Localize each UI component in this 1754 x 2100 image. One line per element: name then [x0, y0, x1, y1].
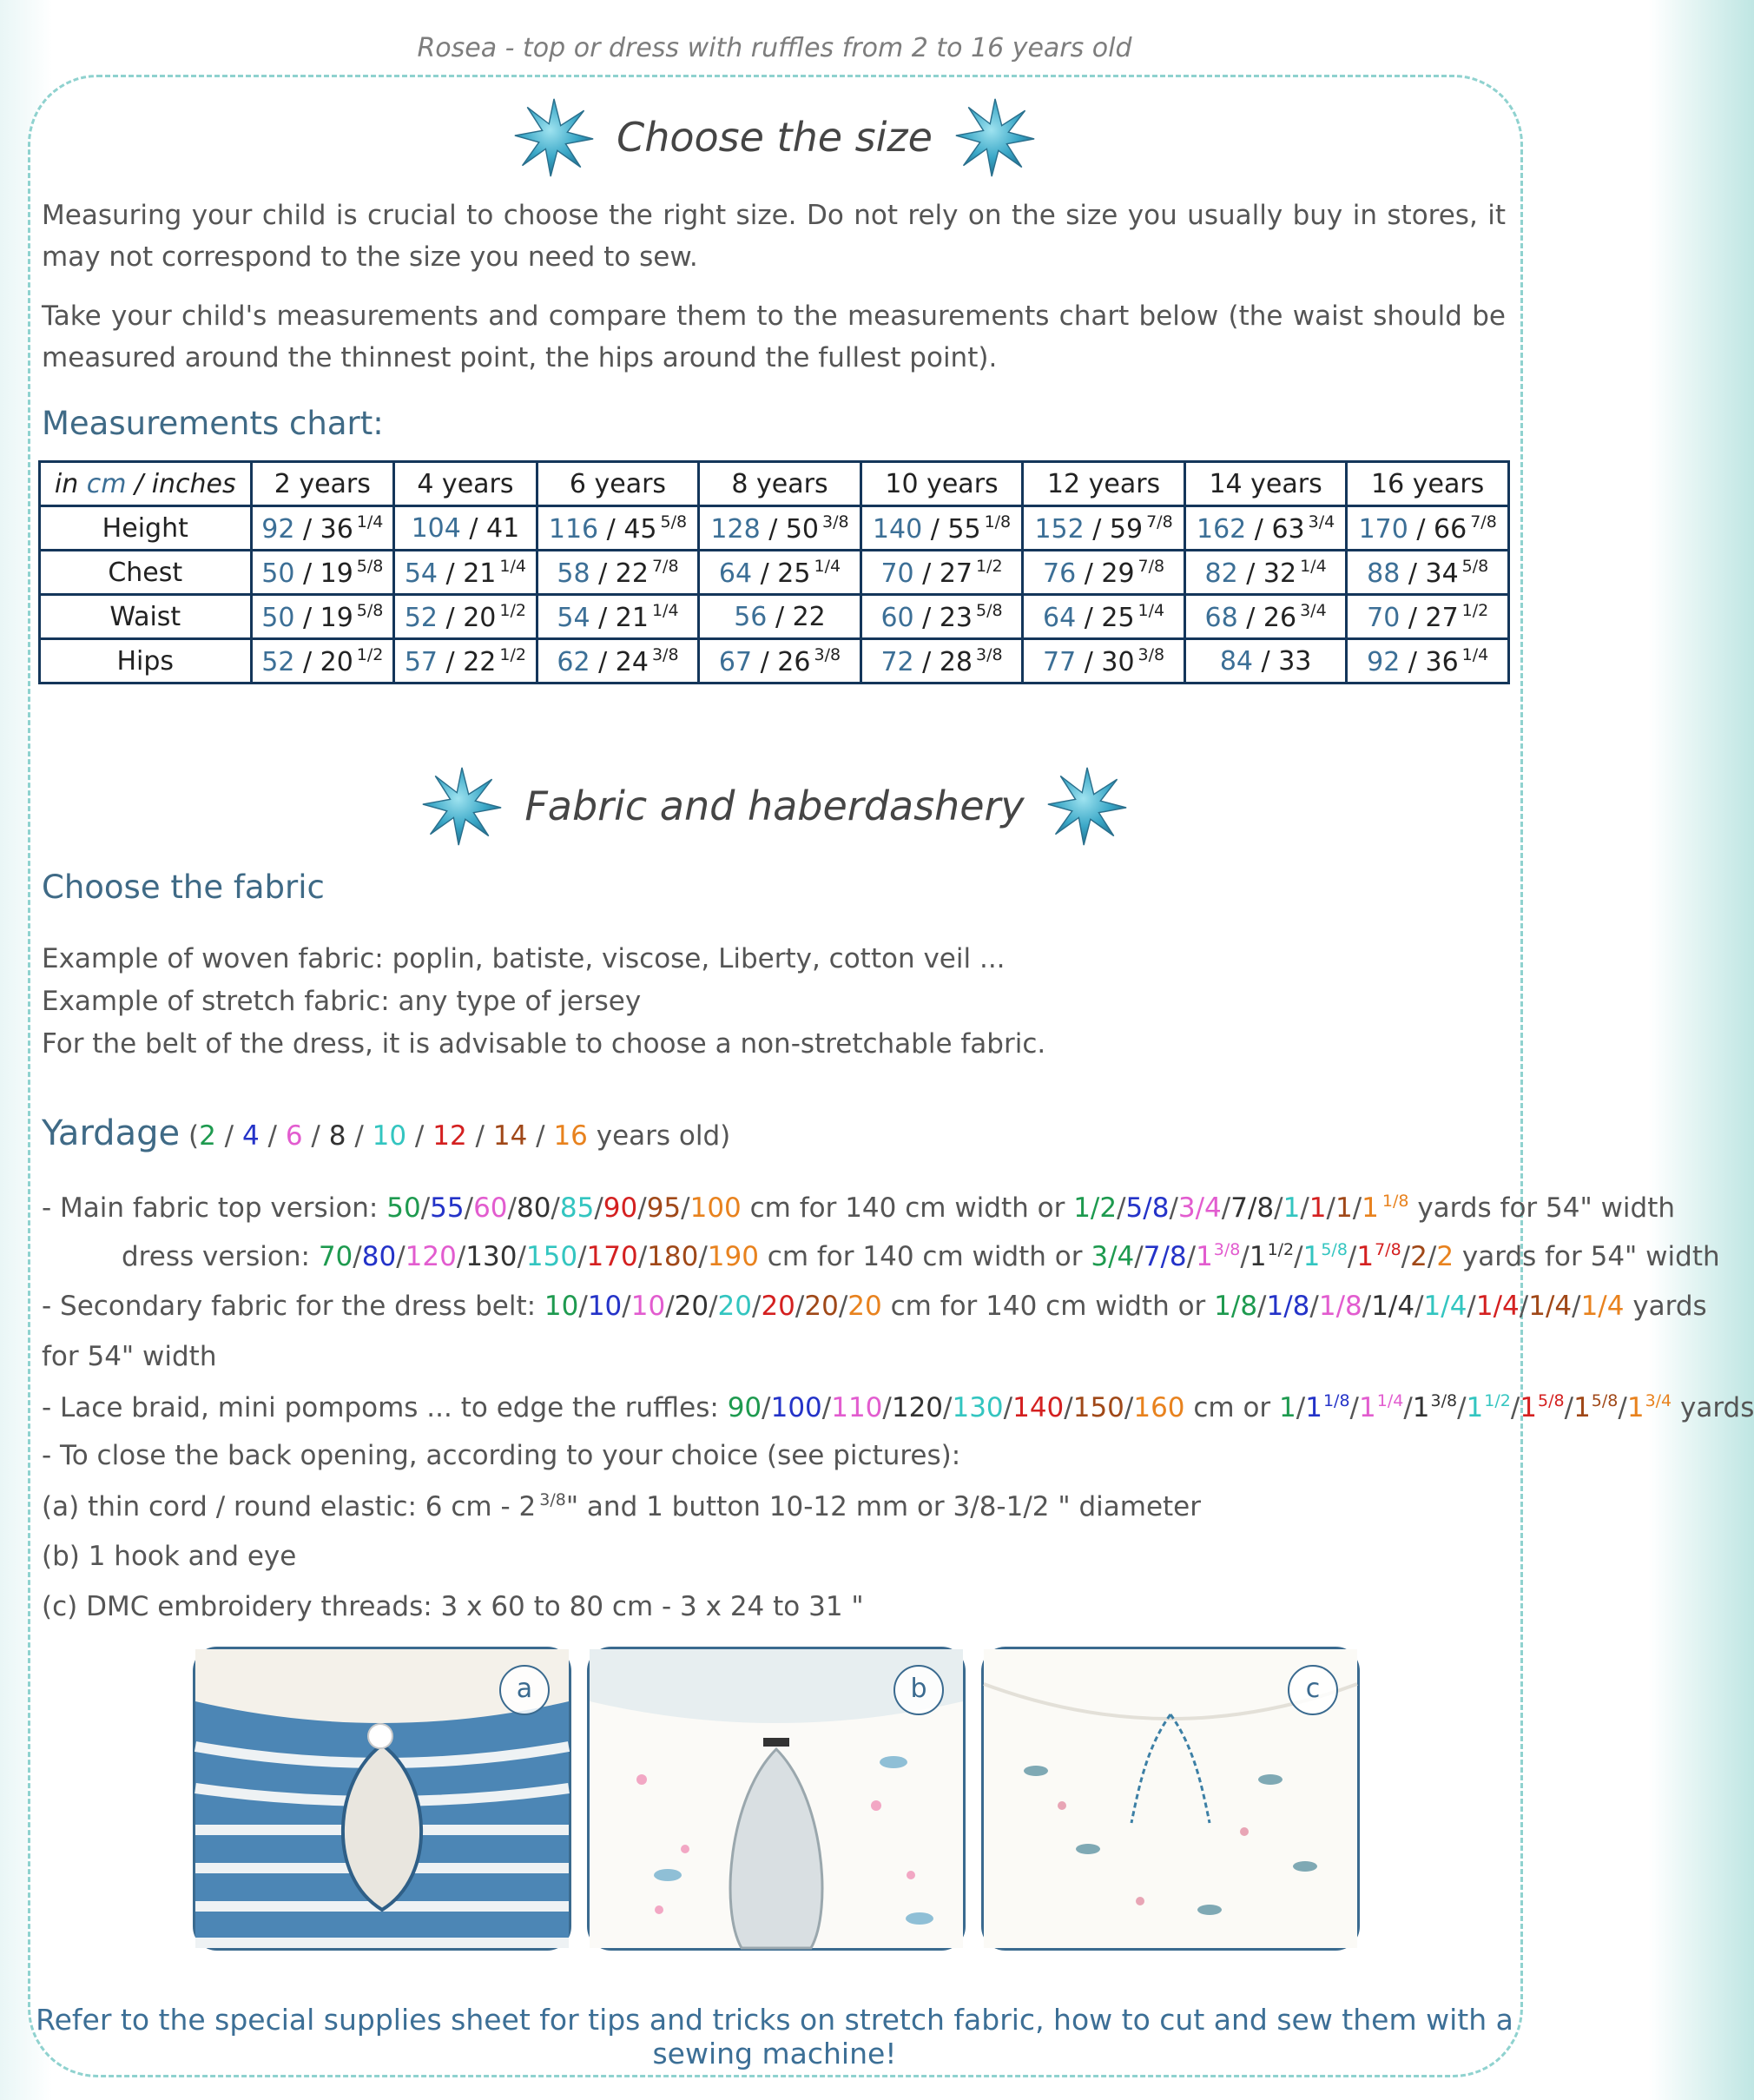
value-cm: 54 — [404, 558, 438, 589]
main_top-prefix: - Main fabric top version: — [42, 1192, 379, 1224]
value-inches-fraction: 7/8 — [1146, 512, 1173, 532]
dress-yard-value — [1436, 1241, 1454, 1272]
value-inches: 27 — [939, 558, 973, 589]
yardage-suffix: years old) — [596, 1120, 731, 1152]
size-header: 12 years — [1023, 462, 1185, 506]
yardage-line — [42, 1113, 730, 1153]
lace-yard-value — [1305, 1392, 1349, 1423]
value-inches-fraction: 5/8 — [976, 600, 1003, 620]
value-cm: 54 — [557, 602, 590, 633]
belt-fabric-line: - Secondary fabric for the dress belt: 10/10/10/20/20/20/20/20 cm for 140 cm width or 1/8/1/8/1/8/1/4/1/4/1/4/1/4/1/4 yards — [42, 1291, 1707, 1322]
option-a-fraction: 3/8 — [539, 1490, 566, 1509]
measurement-cell: 50 / 19 $^{5/8}$ — [251, 551, 394, 595]
dress-yard-fraction: 5/8 — [1321, 1240, 1348, 1259]
value-inches: 25 — [1101, 602, 1135, 633]
value-inches: 29 — [1101, 558, 1135, 589]
main_top-yard-value: 1 — [1362, 1192, 1379, 1224]
table-row — [40, 506, 1509, 551]
main_top-cm-value: 50 — [386, 1192, 421, 1224]
document-header: Rosea - top or dress with ruffles from 2 to 16 years old — [417, 33, 1132, 63]
value-inches-fraction: 3/8 — [822, 512, 849, 532]
unit-cm: cm — [86, 468, 127, 499]
value-cm: 58 — [557, 558, 590, 589]
size-header: 2 years — [251, 462, 394, 506]
dress-yard-fraction: 1/2 — [1267, 1240, 1295, 1259]
measurement-cell: 162 / 63 $^{3/4}$ — [1184, 506, 1347, 551]
option-a-line — [42, 1490, 1201, 1522]
value-inches-fraction: 3/8 — [651, 644, 679, 664]
measurement-cell: 152 / 59 $^{7/8}$ — [1023, 506, 1185, 551]
lace-cm-value: 130 — [952, 1392, 1004, 1423]
chart-heading: Measurements chart: — [42, 405, 384, 442]
intro-paragraph-2: Take your child's measurements and compare them to the measurements chart below (the waist should be measured around the thinnest point, the hips around the fullest point). — [42, 300, 1506, 373]
value-cm: 82 — [1204, 558, 1238, 589]
main_top-yard-value: 5/8 — [1125, 1192, 1170, 1224]
value-cm: 92 — [1367, 646, 1401, 677]
value-cm: 70 — [880, 558, 914, 589]
measurement-cell: 88 / 34 $^{5/8}$ — [1347, 551, 1509, 595]
value-cm: 72 — [880, 646, 914, 677]
size-header: 16 years — [1347, 462, 1509, 506]
value-inches-fraction: 1/2 — [1461, 600, 1489, 620]
measurement-cell: 70 / 27 $^{1/2}$ — [861, 551, 1023, 595]
main_top-cm-value: 80 — [516, 1192, 551, 1224]
belt-cm-value: 20 — [674, 1291, 709, 1322]
value-inches: 63 — [1271, 513, 1305, 545]
value-cm: 92 — [261, 513, 295, 545]
dress-fabric-line: dress version: 70/80/120/130/150/170/180/190 cm for 140 cm width or $3/4/7/8/1^{3/8}/1^{1/2}/1^{5/8}/1^{7/8}/2/2$ yards for 54" width — [122, 1240, 1720, 1272]
value-inches-fraction: 1/2 — [499, 644, 526, 664]
dress-yard-value — [1356, 1241, 1401, 1272]
value-inches: 30 — [1101, 646, 1135, 677]
yardage-age: 6 — [285, 1120, 303, 1152]
unit-in: in — [54, 468, 79, 499]
dress-cm-value: 80 — [361, 1241, 397, 1272]
main_top-cm-value: 85 — [559, 1192, 595, 1224]
dress-yard-whole: 1 — [1356, 1241, 1375, 1272]
photo-b-hook-closure — [587, 1647, 966, 1951]
value-inches-fraction: 1/8 — [984, 512, 1012, 532]
measurement-cell: 92 / 36 $^{1/4}$ — [1347, 639, 1509, 683]
belt-wrap-line: for 54" width — [42, 1341, 217, 1372]
lace-yard-whole: 1 — [1573, 1392, 1591, 1423]
belt-yard-value: 1/8 — [1214, 1291, 1258, 1322]
lace-yard-whole: 1 — [1305, 1392, 1322, 1423]
value-inches: 20 — [463, 602, 497, 633]
belt-cm-value: 20 — [717, 1291, 752, 1322]
measurement-cell: 77 / 30 $^{3/8}$ — [1023, 639, 1185, 683]
value-cm: 52 — [404, 602, 438, 633]
dress-yard-whole: 1 — [1196, 1241, 1213, 1272]
section-title-fabric — [0, 764, 1549, 848]
lace-cm-value: 120 — [891, 1392, 944, 1423]
size-header: 4 years — [394, 462, 537, 506]
lace-yard-value — [1520, 1392, 1564, 1423]
option-a-text-end: " and 1 button 10-12 mm or 3/8-1/2 " diameter — [565, 1491, 1201, 1522]
footer-note: Refer to the special supplies sheet for tips and tricks on stretch fabric, how to cut and sew them with a sewing machine! — [36, 2003, 1513, 2070]
dress-yard-value — [1091, 1241, 1134, 1272]
main_top-yard-value: 1 — [1283, 1192, 1301, 1224]
value-inches-fraction: 1/2 — [976, 556, 1003, 576]
main_top-yard-value: 1 — [1309, 1192, 1327, 1224]
lace-cm-value: 150 — [1072, 1392, 1124, 1423]
value-cm: 88 — [1367, 558, 1401, 589]
belt-cm-value: 10 — [587, 1291, 623, 1322]
lace-yard-value — [1573, 1392, 1618, 1423]
row-label: Chest — [40, 551, 252, 595]
value-cm: 76 — [1042, 558, 1077, 589]
lace-yard-whole: 1 — [1466, 1392, 1484, 1423]
intro-paragraph-1: Measuring your child is crucial to choose the right size. Do not rely on the size you usually buy in stores, it may not correspond to the size you need to sew. — [42, 200, 1506, 273]
measurement-cell: 68 / 26 $^{3/4}$ — [1184, 595, 1347, 639]
dress-yard-whole: 2 — [1436, 1241, 1454, 1272]
lace-yard-fraction: 1/8 — [1322, 1391, 1350, 1410]
table-row — [40, 551, 1509, 595]
measurement-cell: 67 / 26 $^{3/8}$ — [699, 639, 861, 683]
dress-prefix: dress version: — [122, 1241, 310, 1272]
main_top-cm-value: 95 — [646, 1192, 682, 1224]
lace-yard-fraction: 3/4 — [1645, 1391, 1672, 1410]
main-fabric-line: - Main fabric top version: 50/55/60/80/85/90/95/100 cm for 140 cm width or 1/2/5/8/3/4/7/8/1/1/1/1 $^{1/8}$ yards for 54" width — [42, 1192, 1676, 1224]
size-header: 6 years — [537, 462, 699, 506]
main_top-cm-value: 100 — [689, 1192, 742, 1224]
value-cm: 56 — [734, 601, 768, 632]
dress-cm-value: 130 — [465, 1241, 518, 1272]
lace-cm-value: 110 — [831, 1392, 883, 1423]
value-inches-fraction: 7/8 — [651, 556, 679, 576]
dress-cm-value: 170 — [586, 1241, 638, 1272]
star-icon — [420, 764, 504, 848]
value-inches: 22 — [463, 646, 497, 677]
value-inches: 27 — [1425, 602, 1459, 633]
table-corner-cell — [40, 462, 252, 506]
yardage-age: 10 — [372, 1120, 407, 1152]
value-inches: 34 — [1425, 558, 1459, 589]
value-inches: 55 — [947, 513, 981, 545]
main_top-yard-value: 3/4 — [1177, 1192, 1222, 1224]
belt-prefix: - Secondary fabric for the dress belt: — [42, 1291, 537, 1322]
belt-yard-value: 1/4 — [1528, 1291, 1573, 1322]
measurement-cell: 57 / 22 $^{1/2}$ — [394, 639, 537, 683]
value-cm: 84 — [1219, 645, 1253, 677]
value-inches-fraction: 1/4 — [1137, 600, 1165, 620]
yardage-age: 4 — [241, 1120, 260, 1152]
measurement-cell: 58 / 22 $^{7/8}$ — [537, 551, 699, 595]
lace-cm-value: 90 — [727, 1392, 762, 1423]
fabric-heading: Choose the fabric — [42, 868, 325, 906]
size-header: 8 years — [699, 462, 861, 506]
measurement-cell: 76 / 29 $^{7/8}$ — [1023, 551, 1185, 595]
value-cm: 52 — [261, 646, 295, 677]
row-label: Height — [40, 506, 252, 551]
value-cm: 62 — [557, 646, 590, 677]
measurement-cell: 84 / 33 — [1184, 639, 1347, 683]
lace-cm-value: 160 — [1133, 1392, 1185, 1423]
measurement-cell: 54 / 21 $^{1/4}$ — [394, 551, 537, 595]
value-inches: 50 — [785, 513, 820, 545]
value-inches-fraction: 5/8 — [660, 512, 688, 532]
photo-a-button-closure — [193, 1647, 571, 1951]
value-inches: 21 — [615, 602, 649, 633]
lace-line: - Lace braid, mini pompoms ... to edge the ruffles: 90/100/110/120/130/140/150/160 cm or $1/1^{1/8}/1^{1/4}/1^{3/8}/1^{1/2}/1^{5/8}/1^{5/8}/1^{3/4}$ yards — [42, 1391, 1754, 1423]
row-label: Hips — [40, 639, 252, 683]
belt-yard-value: 1/4 — [1423, 1291, 1467, 1322]
lace-yard-value — [1627, 1392, 1672, 1423]
table-header-row — [40, 462, 1509, 506]
measurement-cell: 52 / 20 $^{1/2}$ — [251, 639, 394, 683]
value-inches: 33 — [1278, 645, 1312, 677]
dress-yard-whole: 3/4 — [1091, 1241, 1135, 1272]
main_top-end: yards for 54" width — [1417, 1192, 1676, 1224]
belt-cm-value: 20 — [847, 1291, 882, 1322]
value-inches-fraction: 3/4 — [1308, 512, 1335, 532]
measurement-cell: 116 / 45 $^{5/8}$ — [537, 506, 699, 551]
fabric-line: Example of stretch fabric: any type of jersey — [42, 986, 642, 1017]
value-inches: 36 — [1425, 646, 1459, 677]
measurement-cell: 72 / 28 $^{3/8}$ — [861, 639, 1023, 683]
lace-yard-value — [1413, 1392, 1457, 1423]
value-inches: 19 — [320, 602, 353, 633]
value-inches-fraction: 3/8 — [976, 644, 1003, 664]
value-cm: 170 — [1358, 513, 1408, 545]
yardage-age: 14 — [492, 1120, 528, 1152]
measurement-cell: 54 / 21 $^{1/4}$ — [537, 595, 699, 639]
dress-mid: cm for 140 cm width or — [767, 1241, 1083, 1272]
dress-yard-value — [1250, 1241, 1294, 1272]
value-cm: 57 — [404, 646, 438, 677]
value-inches-fraction: 3/8 — [1137, 644, 1165, 664]
unit-inches: / inches — [135, 468, 236, 499]
belt-cm-value: 20 — [761, 1291, 795, 1322]
lace-yard-value — [1467, 1392, 1511, 1423]
belt-cm-value: 20 — [804, 1291, 839, 1322]
dress-cm-value: 180 — [647, 1241, 699, 1272]
yardage-heading: Yardage — [42, 1113, 181, 1153]
value-cm: 116 — [548, 513, 599, 545]
belt-end: yards — [1632, 1291, 1707, 1322]
value-cm: 64 — [718, 558, 753, 589]
lace-yard-whole: 1 — [1626, 1392, 1645, 1423]
value-inches: 21 — [463, 558, 497, 589]
row-label: Waist — [40, 595, 252, 639]
dress-yard-value — [1144, 1241, 1187, 1272]
star-icon — [953, 96, 1037, 179]
table-row — [40, 595, 1509, 639]
dress-cm-value: 120 — [405, 1241, 457, 1272]
lace-yard-whole: 1 — [1412, 1392, 1430, 1423]
main_top-cm-value: 60 — [473, 1192, 508, 1224]
value-inches: 41 — [486, 512, 520, 544]
measurement-cell: 64 / 25 $^{1/4}$ — [1023, 595, 1185, 639]
value-inches: 28 — [939, 646, 973, 677]
value-inches: 22 — [615, 558, 649, 589]
main_top-yard-value: 1 — [1335, 1192, 1353, 1224]
measurement-cell: 140 / 55 $^{1/8}$ — [861, 506, 1023, 551]
belt-yard-value: 1/8 — [1266, 1291, 1310, 1322]
measurement-cell: 50 / 19 $^{5/8}$ — [251, 595, 394, 639]
photo-label: c — [1288, 1665, 1338, 1715]
measurement-cell: 92 / 36 $^{1/4}$ — [251, 506, 394, 551]
measurement-cell: 64 / 25 $^{1/4}$ — [699, 551, 861, 595]
measurement-cell: 82 / 32 $^{1/4}$ — [1184, 551, 1347, 595]
value-cm: 50 — [261, 602, 295, 633]
belt-yard-value: 1/4 — [1371, 1291, 1415, 1322]
value-inches: 22 — [792, 601, 826, 632]
yardage-ages: 2 / 4 / 6 / 8 / 10 / 12 / 14 / 16 — [199, 1120, 588, 1152]
lace-yard-fraction: 1/2 — [1484, 1391, 1511, 1410]
size-header: 10 years — [861, 462, 1023, 506]
measurement-cell: 52 / 20 $^{1/2}$ — [394, 595, 537, 639]
option-b-line: (b) 1 hook and eye — [42, 1541, 297, 1572]
dress-yard-whole: 1 — [1249, 1241, 1267, 1272]
value-inches-fraction: 7/8 — [1470, 512, 1497, 532]
section-title-size — [0, 96, 1549, 179]
dress-yard-value — [1410, 1241, 1428, 1272]
lace-yard-whole: 1 — [1359, 1392, 1376, 1423]
value-cm: 64 — [1042, 602, 1077, 633]
value-inches-fraction: 5/8 — [356, 556, 384, 576]
value-inches: 19 — [320, 558, 353, 589]
lace-mid: cm or — [1193, 1392, 1271, 1423]
belt-yard-value: 1/4 — [1580, 1291, 1625, 1322]
value-cm: 152 — [1034, 513, 1085, 545]
value-inches-fraction: 1/4 — [651, 600, 679, 620]
measurement-cell: 104 / 41 — [394, 506, 537, 551]
dress-cm-value: 150 — [525, 1241, 578, 1272]
main_top-cm-value: 55 — [430, 1192, 465, 1224]
belt-mid: cm for 140 cm width or — [890, 1291, 1206, 1322]
dress-yard-fraction: 3/8 — [1213, 1240, 1241, 1259]
lace-yard-fraction: 5/8 — [1591, 1391, 1619, 1410]
lace-prefix: - Lace braid, mini pompoms ... to edge the ruffles: — [42, 1392, 719, 1423]
star-icon — [1045, 764, 1129, 848]
value-inches-fraction: 5/8 — [1461, 556, 1489, 576]
closing-line: - To close the back opening, according to your choice (see pictures): — [42, 1440, 961, 1471]
value-cm: 67 — [718, 646, 753, 677]
lace-yard-whole: 1 — [1279, 1392, 1296, 1423]
lace-yard-fraction: 5/8 — [1538, 1391, 1565, 1410]
dress-end: yards for 54" width — [1461, 1241, 1720, 1272]
belt-cm-value: 10 — [630, 1291, 666, 1322]
value-inches: 36 — [320, 513, 353, 545]
value-inches-fraction: 5/8 — [356, 600, 384, 620]
value-inches-fraction: 3/8 — [814, 644, 841, 664]
measurement-cell: 128 / 50 $^{3/8}$ — [699, 506, 861, 551]
value-cm: 77 — [1042, 646, 1077, 677]
measurement-cell: 56 / 22 — [699, 595, 861, 639]
dress-cm-value: 190 — [707, 1241, 759, 1272]
value-inches: 23 — [939, 602, 973, 633]
main_top-yard-value: 1/2 — [1073, 1192, 1118, 1224]
measurement-cell: 70 / 27 $^{1/2}$ — [1347, 595, 1509, 639]
dress-yard-value — [1303, 1241, 1348, 1272]
belt-yard-value: 1/4 — [1475, 1291, 1520, 1322]
lace-cm-value: 100 — [770, 1392, 822, 1423]
size-header: 14 years — [1184, 462, 1347, 506]
photo-label: b — [893, 1665, 944, 1715]
value-inches-fraction: 1/4 — [499, 556, 526, 576]
lace-yard-fraction: 3/8 — [1430, 1391, 1458, 1410]
lace-yard-fraction: 1/4 — [1376, 1391, 1404, 1410]
lace-yard-whole: 1 — [1520, 1392, 1538, 1423]
value-inches-fraction: 1/4 — [1300, 556, 1327, 576]
value-inches: 26 — [1263, 602, 1297, 633]
dress-yard-whole: 1 — [1302, 1241, 1321, 1272]
dress-yard-whole: 7/8 — [1143, 1241, 1187, 1272]
value-inches: 24 — [615, 646, 649, 677]
belt-yard-value: 1/8 — [1318, 1291, 1362, 1322]
section-title-text: Fabric and haberdashery — [524, 783, 1025, 829]
lace-yard-value — [1359, 1392, 1403, 1423]
measurement-cell: 62 / 24 $^{3/8}$ — [537, 639, 699, 683]
value-cm: 60 — [880, 602, 914, 633]
value-cm: 140 — [872, 513, 923, 545]
option-c-line: (c) DMC embroidery threads: 3 x 60 to 80 cm - 3 x 24 to 31 " — [42, 1591, 864, 1622]
value-inches: 25 — [777, 558, 811, 589]
value-inches: 20 — [320, 646, 353, 677]
value-inches: 59 — [1109, 513, 1144, 545]
value-inches-fraction: 7/8 — [1137, 556, 1165, 576]
main_top-cm-value: 90 — [603, 1192, 638, 1224]
yardage-age: 12 — [432, 1120, 467, 1152]
value-inches: 45 — [623, 513, 657, 545]
value-cm: 70 — [1367, 602, 1401, 633]
value-inches-fraction: 1/2 — [356, 644, 384, 664]
yardage-age: 16 — [553, 1120, 588, 1152]
photo-label: a — [499, 1665, 550, 1715]
table-row — [40, 639, 1509, 683]
value-inches-fraction: 1/4 — [814, 556, 841, 576]
value-inches-fraction: 1/2 — [499, 600, 526, 620]
star-icon — [512, 96, 596, 179]
value-cm: 162 — [1196, 513, 1247, 545]
yardage-age: 8 — [328, 1120, 346, 1152]
section-title-text: Choose the size — [617, 114, 933, 161]
main_top-yard-fraction: 1/8 — [1381, 1192, 1409, 1211]
dress-yard-fraction: 7/8 — [1375, 1240, 1401, 1259]
value-inches-fraction: 3/4 — [1300, 600, 1327, 620]
value-inches: 66 — [1434, 513, 1467, 545]
lace-yard-value — [1279, 1392, 1296, 1423]
main_top-mid: cm for 140 cm width or — [749, 1192, 1065, 1224]
belt-cm-value: 10 — [544, 1291, 579, 1322]
dress-cm-value: 70 — [318, 1241, 353, 1272]
value-inches-fraction: 1/4 — [356, 512, 384, 532]
value-inches: 26 — [777, 646, 811, 677]
yardage-open: ( — [188, 1120, 200, 1152]
value-cm: 128 — [710, 513, 761, 545]
photo-c-thread-closure — [981, 1647, 1360, 1951]
option-a-text: (a) thin cord / round elastic: 6 cm - 2 — [42, 1491, 537, 1522]
value-cm: 104 — [411, 512, 461, 544]
measurements-table — [38, 460, 1510, 684]
value-cm: 50 — [261, 558, 295, 589]
dress-yard-value — [1196, 1241, 1240, 1272]
value-inches-fraction: 1/4 — [1461, 644, 1489, 664]
fabric-line: Example of woven fabric: poplin, batiste, viscose, Liberty, cotton veil ... — [42, 943, 1006, 974]
lace-cm-value: 140 — [1012, 1392, 1065, 1423]
main_top-yard-value: 7/8 — [1230, 1192, 1275, 1224]
measurement-cell: 60 / 23 $^{5/8}$ — [861, 595, 1023, 639]
value-inches: 32 — [1263, 558, 1297, 589]
measurement-cell: 170 / 66 $^{7/8}$ — [1347, 506, 1509, 551]
yardage-age: 2 — [199, 1120, 216, 1152]
fabric-line: For the belt of the dress, it is advisable to choose a non-stretchable fabric. — [42, 1028, 1046, 1060]
lace-end: yards — [1680, 1392, 1754, 1423]
dress-yard-whole: 2 — [1410, 1241, 1428, 1272]
value-cm: 68 — [1204, 602, 1238, 633]
